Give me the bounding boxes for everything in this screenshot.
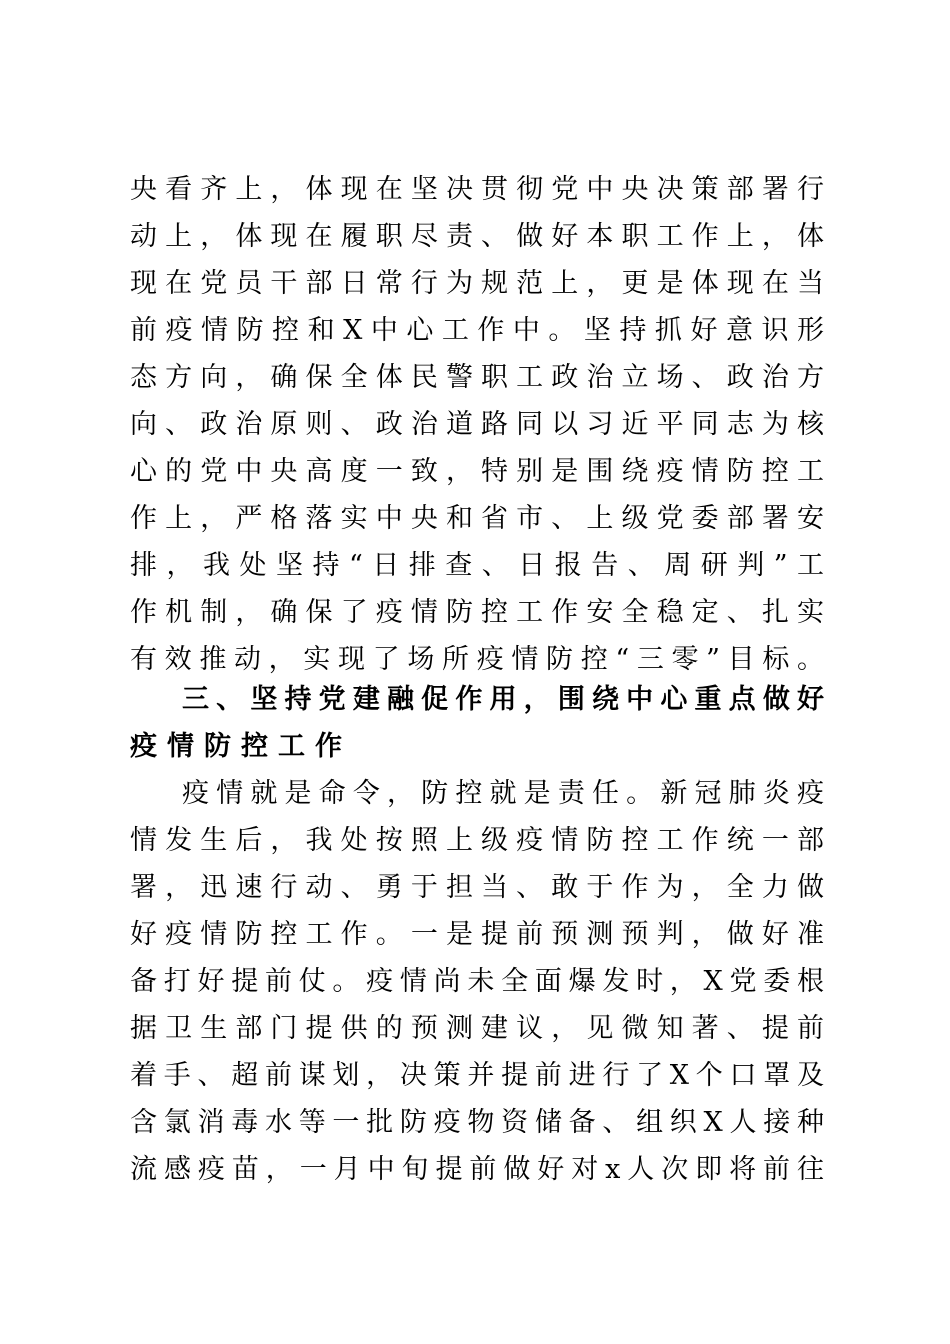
paragraph-line: 好疫情防控工作。一是提前预测预判，做好准 [130,919,824,950]
paragraph-line: 情发生后，我处按照上级疫情防控工作统一部 [130,825,824,856]
paragraph-line: 据卫生部门提供的预测建议，见微知著、提前 [130,1013,824,1044]
body-paragraph [130,770,824,1193]
paragraph-line: 署，迅速行动、勇于担当、敢于作为，全力做 [130,872,824,903]
paragraph-line: 央看齐上，体现在坚决贯彻党中央决策部署行 [130,174,824,205]
paragraph-line: 疫情就是命令，防控就是责任。新冠肺炎疫 [182,778,824,809]
paragraph-line: 排，我处坚持“日排查、日报告、周研判”工 [130,550,824,581]
section-heading [130,676,824,770]
paragraph-line: 含氯消毒水等一批防疫物资储备、组织X人接种 [130,1107,824,1138]
paragraph-line: 备打好提前仗。疫情尚未全面爆发时，X党委根 [130,966,824,997]
paragraph-line: 态方向，确保全体民警职工政治立场、政治方 [130,362,824,393]
paragraph-line: 心的党中央高度一致，特别是围绕疫情防控工 [130,456,824,487]
paragraph-line: 作机制，确保了疫情防控工作安全稳定、扎实 [130,597,824,628]
body-paragraph [130,166,824,683]
heading-line: 三、坚持党建融促作用，围绕中心重点做好 [182,684,824,715]
paragraph-line: 现在党员干部日常行为规范上，更是体现在当 [130,268,824,299]
heading-line: 疫情防控工作 [130,731,352,762]
paragraph-line: 前疫情防控和X中心工作中。坚持抓好意识形 [130,315,824,346]
paragraph-line: 作上，严格落实中央和省市、上级党委部署安 [130,503,824,534]
paragraph-line: 有效推动，实现了场所疫情防控“三零”目标。 [130,644,824,675]
paragraph-line: 向、政治原则、政治道路同以习近平同志为核 [130,409,824,440]
paragraph-line: 动上，体现在履职尽责、做好本职工作上，体 [130,221,824,252]
paragraph-line: 着手、超前谋划，决策并提前进行了X个口罩及 [130,1060,824,1091]
paragraph-line: 流感疫苗，一月中旬提前做好对x人次即将前往 [130,1154,824,1185]
